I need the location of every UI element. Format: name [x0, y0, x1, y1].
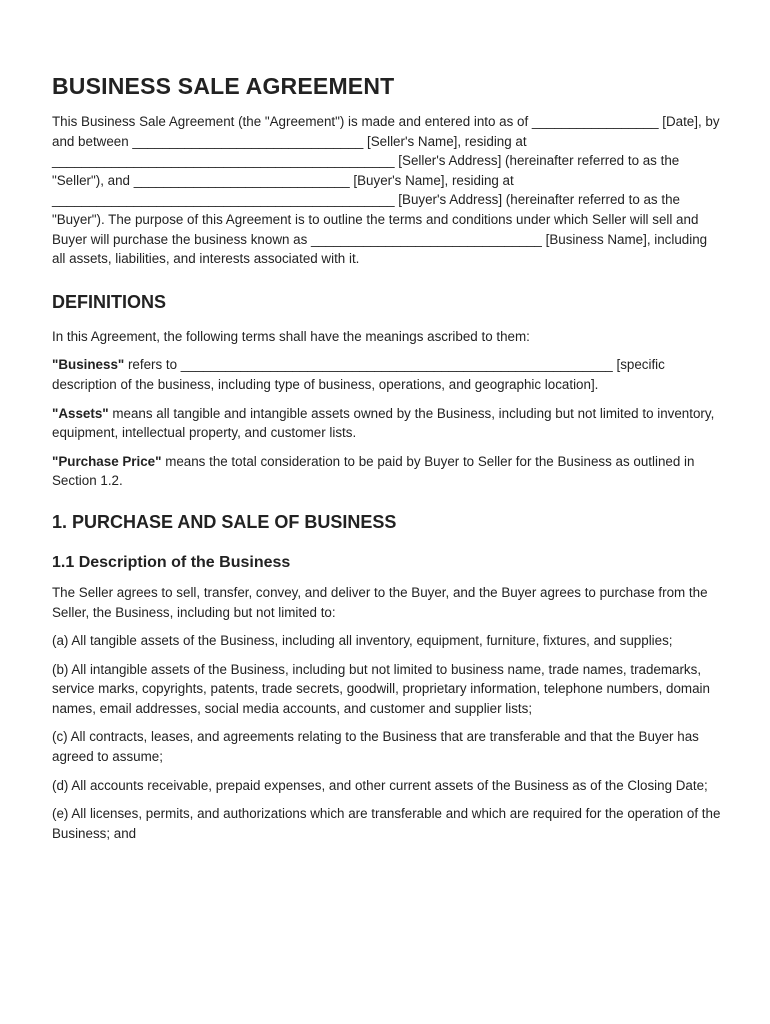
section-1-1-heading: 1.1 Description of the Business [52, 553, 291, 571]
list-item-e: (e) All licenses, permits, and authorizations which are transferable and which are required for the operation of the Business; and [52, 806, 721, 841]
list-item-b: (b) All intangible assets of the Business, including but not limited to business name, trade names, trademarks, service marks, copyrights, patents, trade secrets, goodwill, proprietary information, telephone numbers, domain names, email addresses, social media accounts, and customer and supplier lists; [52, 661, 710, 716]
document-title: BUSINESS SALE AGREEMENT [52, 73, 395, 99]
definition-assets [52, 404, 722, 443]
definition-term: "Assets" [52, 405, 109, 421]
definition-term: "Business" [52, 357, 125, 373]
definition-term: "Purchase Price" [52, 453, 162, 469]
definition-text: means all tangible and intangible assets owned by the Business, including but not limited to inventory, equipment, intellectual property, and customer lists. [52, 405, 715, 441]
list-item-d: (d) All accounts receivable, prepaid expenses, and other current assets of the Business as of the Closing Date; [52, 777, 708, 793]
document-body [52, 72, 722, 852]
definitions-lead: In this Agreement, the following terms shall have the meanings ascribed to them: [52, 328, 530, 344]
intro-paragraph: This Business Sale Agreement (the "Agreement") is made and entered into as of _________________ [Date], by and between _______________________________ [Seller's Name], residing at ______________________________________________ [Seller's Address] (hereinafter referred to as the "Seller"), and _____________________________ [Buyer's Name], residing at ______________________________________________ [Buyer's Address] (hereinafter referred to as the "Buyer"). The purpose of this Agreement is to outline the terms and conditions under which Seller will sell and Buyer will purchase the business known as _______________________________ [Business Name], including all assets, liabilities, and interests associated with it. [52, 114, 720, 267]
section-1-heading: 1. PURCHASE AND SALE OF BUSINESS [52, 511, 397, 532]
definitions-heading: DEFINITIONS [52, 291, 167, 312]
section-1-1-lead: The Seller agrees to sell, transfer, convey, and deliver to the Buyer, and the Buyer agrees to purchase from the Seller, the Business, including but not limited to: [52, 584, 708, 620]
definition-purchase-price [52, 452, 722, 491]
definition-text: refers to __________________________________________________________ [specific description of the business, including type of business, operations, and geographic location]. [52, 357, 665, 392]
list-item-a: (a) All tangible assets of the Business, including all inventory, equipment, furniture, fixtures, and supplies; [52, 633, 673, 649]
definition-text: means the total consideration to be paid by Buyer to Seller for the Business as outlined in Section 1.2. [52, 453, 695, 489]
list-item-c: (c) All contracts, leases, and agreements relating to the Business that are transferable and that the Buyer has agreed to assume; [52, 729, 699, 765]
definition-business [52, 355, 722, 394]
